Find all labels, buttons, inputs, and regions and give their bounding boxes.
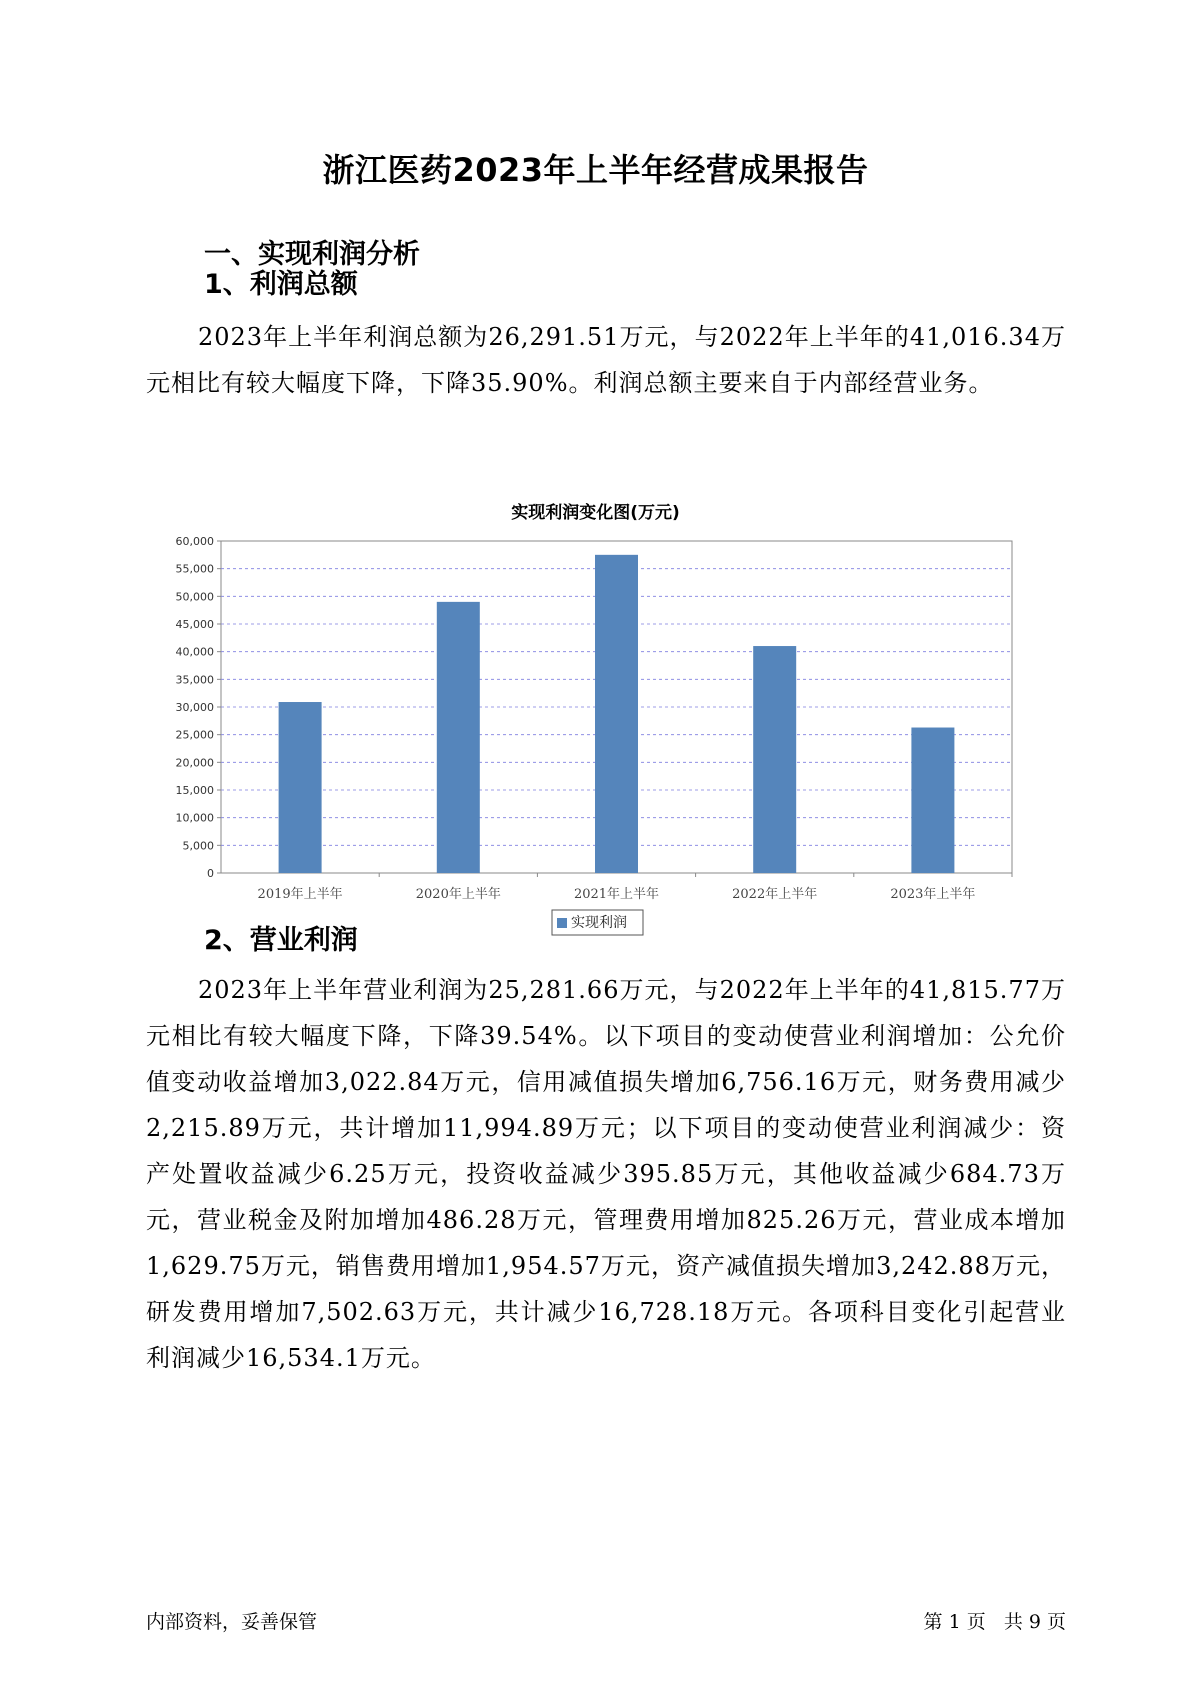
- section-heading-profit-analysis: 一、实现利润分析: [204, 239, 420, 270]
- bar: [279, 702, 322, 873]
- y-tick-label: 60,000: [175, 535, 214, 548]
- y-tick-label: 30,000: [175, 701, 214, 714]
- y-tick-label: 35,000: [175, 673, 214, 687]
- y-tick-label: 50,000: [175, 590, 214, 604]
- bar: [911, 728, 954, 873]
- y-tick-label: 55,000: [175, 562, 214, 576]
- x-tick-label: 2021年上半年: [573, 887, 660, 902]
- document-title: 浙江医药2023年上半年经营成果报告: [322, 151, 869, 189]
- x-tick-label: 2019年上半年: [257, 887, 343, 902]
- subsection-heading-total-profit: 1、利润总额: [204, 269, 358, 300]
- y-tick-label: 15,000: [175, 784, 214, 797]
- y-tick-label: 25,000: [175, 728, 214, 742]
- bar: [753, 646, 796, 873]
- y-tick-label: 40,000: [175, 645, 214, 659]
- chart-title: 实现利润变化图(万元): [511, 503, 680, 523]
- x-tick-label: 2022年上半年: [732, 887, 818, 902]
- footer-confidential-note: 内部资料，妥善保管: [146, 1611, 318, 1633]
- subsection-heading-operating-profit: 2、营业利润: [204, 925, 358, 956]
- y-tick-label: 10,000: [175, 811, 214, 825]
- x-tick-label: 2020年上半年: [415, 887, 501, 902]
- paragraph-operating-profit: 2023年上半年营业利润为25,281.66万元，与2022年上半年的41,815.77万元相比有较大幅度下降，下降39.54%。以下项目的变动使营业利润增加：公允价值变动收益增加3,022.84万元，信用减值损失增加6,756.16万元，财务费用减少2,215.89万元，共计增加11,994.89万元；以下项目的变动使营业利润减少：资产处置收益减少6.25万元，投资收益减少395.85万元，其他收益减少684.73万元，营业税金及附加增加486.28万元，管理费用增加825.26万元，营业成本增加1,629.75万元，销售费用增加1,954.57万元，资产减值损失增加3,242.88万元，研发费用增加7,502.63万元，共计减少16,728.18万元。各项科目变化引起营业利润减少16,534.1万元。: [146, 976, 1066, 1372]
- footer-page-number: 第 1 页 共 9 页: [923, 1611, 1066, 1633]
- y-tick-label: 0: [207, 867, 214, 880]
- y-tick-label: 45,000: [175, 618, 214, 631]
- x-tick-label: 2023年上半年: [890, 887, 976, 902]
- y-tick-label: 5,000: [182, 839, 214, 853]
- bar: [595, 555, 638, 873]
- bar: [437, 602, 480, 873]
- legend-label: 实现利润: [571, 915, 627, 931]
- paragraph-total-profit: 2023年上半年利润总额为26,291.51万元，与2022年上半年的41,016.34万元相比有较大幅度下降，下降35.90%。利润总额主要来自于内部经营业务。: [146, 323, 1066, 397]
- legend-swatch: [557, 918, 567, 928]
- y-tick-label: 20,000: [175, 756, 214, 770]
